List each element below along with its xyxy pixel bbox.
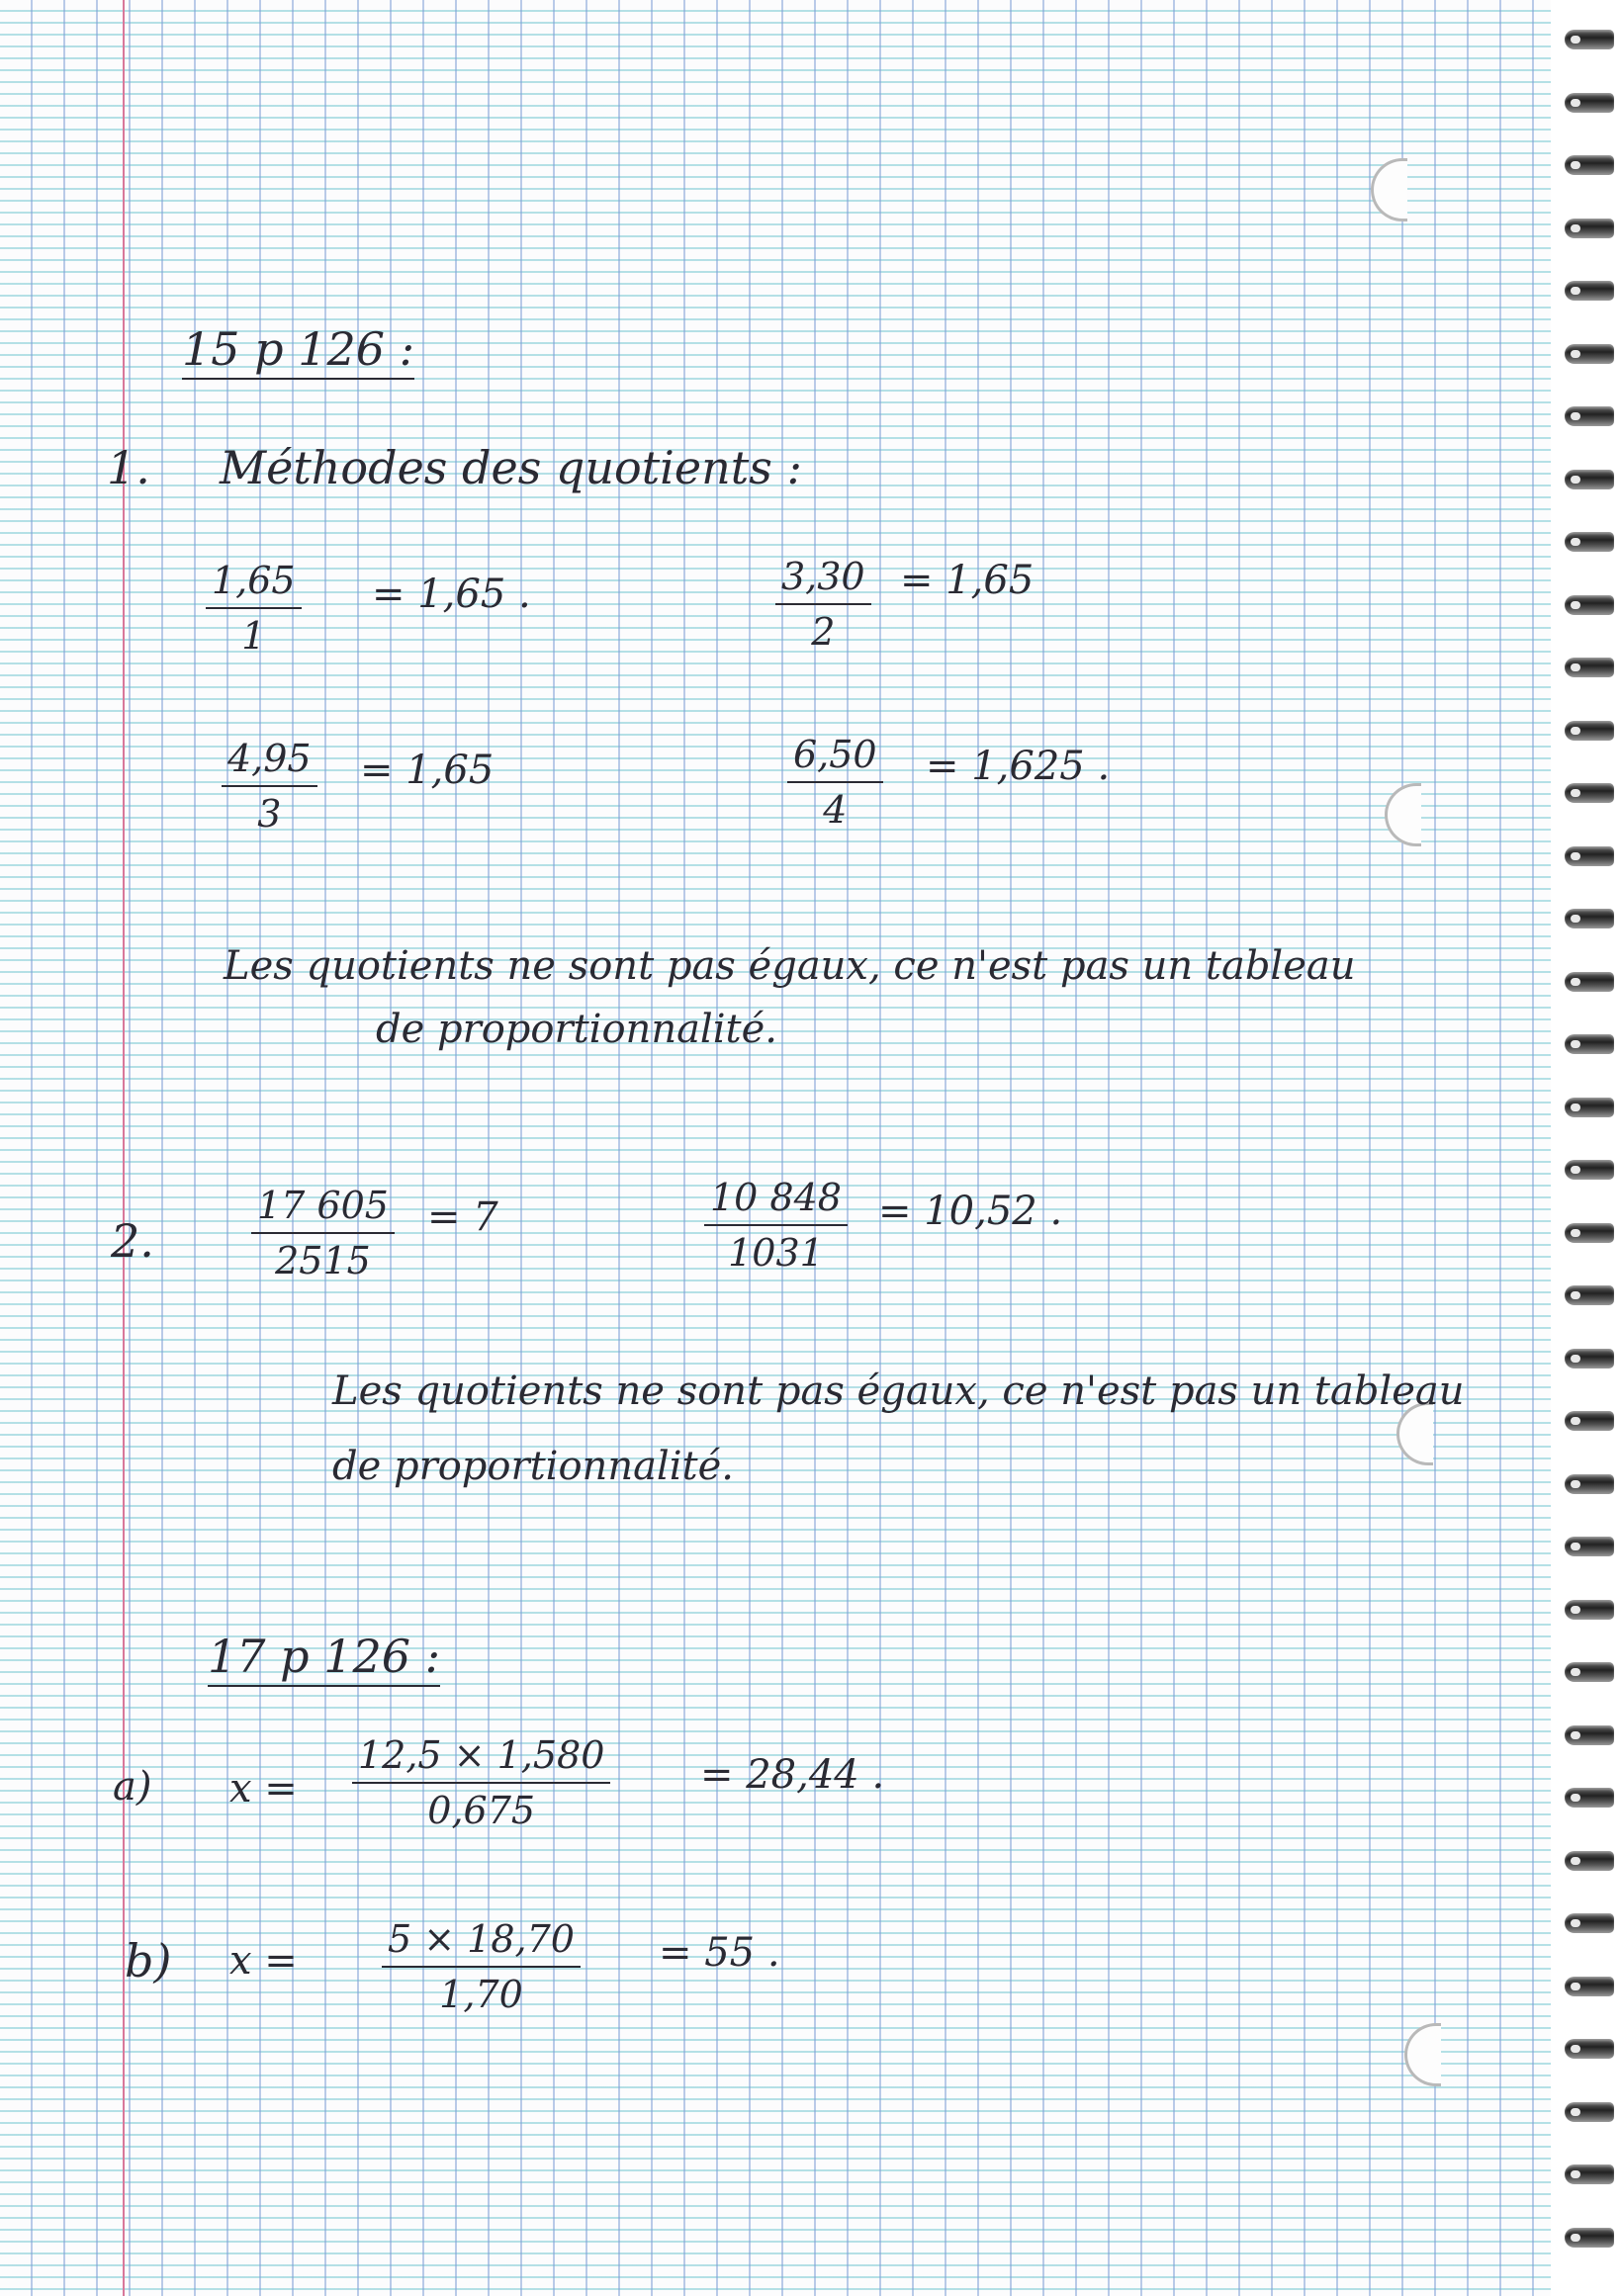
conclusion-1-line-1: Les quotients ne sont pas égaux, ce n'est pas un tableau (224, 943, 1356, 989)
denominator: 2 (811, 610, 836, 654)
fraction-3-30-over-2 (775, 554, 871, 655)
item-b-label: b) (125, 1934, 172, 1987)
numerator: 12,5 × 1,580 (358, 1733, 605, 1777)
part-1-heading: Méthodes des quotients : (220, 441, 802, 494)
numerator: 1,65 (212, 559, 296, 602)
spiral-ring (1565, 155, 1614, 175)
spiral-ring (1565, 721, 1614, 741)
spiral-ring (1565, 1223, 1614, 1243)
spiral-ring (1565, 1285, 1614, 1305)
numerator: 3,30 (781, 555, 865, 598)
conclusion-2-line-2: de proportionnalité. (332, 1444, 734, 1489)
fraction-bar (704, 1224, 848, 1226)
spiral-ring (1565, 595, 1614, 615)
spiral-ring (1565, 281, 1614, 301)
fraction-4-95-over-3 (222, 736, 317, 837)
fraction-10848-over-1031 (704, 1175, 848, 1276)
result: = 1,65 . (372, 572, 531, 617)
spiral-ring (1565, 783, 1614, 803)
fraction-bar (251, 1232, 395, 1234)
denominator: 1031 (728, 1231, 824, 1275)
result: = 1,625 . (926, 744, 1111, 789)
fraction-item-a (352, 1732, 610, 1833)
spiral-ring (1565, 2228, 1614, 2248)
fraction-bar (787, 781, 883, 783)
conclusion-1-line-2: de proportionnalité. (376, 1007, 777, 1052)
result: = 1,65 (360, 748, 495, 793)
spiral-ring (1565, 846, 1614, 866)
spiral-ring (1565, 972, 1614, 992)
spiral-ring (1565, 1851, 1614, 1871)
spiral-ring (1565, 470, 1614, 489)
fraction-item-b (382, 1916, 581, 2017)
binder-hole (1404, 2023, 1441, 2086)
fraction-bar (352, 1782, 610, 1784)
spiral-ring (1565, 1160, 1614, 1180)
spiral-ring (1565, 93, 1614, 113)
numerator: 6,50 (793, 733, 877, 776)
exercise-17-title: 17 p 126 : (208, 1630, 440, 1687)
item-a-variable: x = (229, 1766, 298, 1811)
spiral-ring (1565, 2039, 1614, 2059)
fraction-bar (222, 785, 317, 787)
numerator: 17 605 (257, 1184, 389, 1227)
spiral-ring (1565, 219, 1614, 238)
exercise-15-title: 15 p 126 : (182, 322, 414, 380)
spiral-ring (1565, 909, 1614, 928)
result: = 55 . (659, 1930, 780, 1976)
result: = 1,65 (900, 558, 1035, 603)
spiral-ring (1565, 1474, 1614, 1494)
part-1-label: 1. (107, 441, 150, 494)
spiral-ring (1565, 1600, 1614, 1620)
spiral-ring (1565, 1977, 1614, 1996)
spiral-ring (1565, 1788, 1614, 1808)
spiral-ring (1565, 1349, 1614, 1369)
denominator: 2515 (275, 1239, 371, 1282)
denominator: 1,70 (439, 1973, 523, 2016)
spiral-ring (1565, 406, 1614, 426)
item-b-variable: x = (229, 1938, 298, 1984)
binder-hole (1385, 783, 1421, 846)
fraction-1-65-over-1 (206, 558, 302, 659)
result: = 28,44 . (700, 1752, 885, 1798)
fraction-bar (382, 1966, 581, 1968)
spiral-ring (1565, 1537, 1614, 1556)
fraction-6-50-over-4 (787, 732, 883, 833)
denominator: 3 (257, 792, 282, 836)
numerator: 5 × 18,70 (388, 1917, 575, 1961)
spiral-ring (1565, 2102, 1614, 2122)
spiral-ring (1565, 1725, 1614, 1745)
conclusion-2-line-1: Les quotients ne sont pas égaux, ce n'est pas un tableau (332, 1369, 1465, 1414)
spiral-ring (1565, 1662, 1614, 1682)
result: = 10,52 . (878, 1189, 1063, 1234)
spiral-ring (1565, 1913, 1614, 1933)
item-a-label: a) (113, 1764, 152, 1810)
fraction-17605-over-2515 (251, 1183, 395, 1283)
spiral-ring (1565, 1098, 1614, 1117)
denominator: 0,675 (427, 1789, 536, 1832)
binder-hole (1371, 158, 1407, 221)
spiral-ring (1565, 344, 1614, 364)
spiral-ring (1565, 1034, 1614, 1054)
spiral-ring (1565, 658, 1614, 677)
part-2-label: 2. (111, 1214, 154, 1268)
spiral-ring (1565, 30, 1614, 49)
denominator: 4 (823, 788, 848, 832)
spiral-ring (1565, 2164, 1614, 2184)
numerator: 10 848 (710, 1176, 842, 1219)
numerator: 4,95 (227, 737, 312, 780)
spiral-ring (1565, 1411, 1614, 1431)
fraction-bar (775, 603, 871, 605)
denominator: 1 (241, 614, 266, 658)
fraction-bar (206, 607, 302, 609)
spiral-binding (1551, 0, 1620, 2296)
result: = 7 (427, 1194, 498, 1240)
spiral-ring (1565, 532, 1614, 552)
